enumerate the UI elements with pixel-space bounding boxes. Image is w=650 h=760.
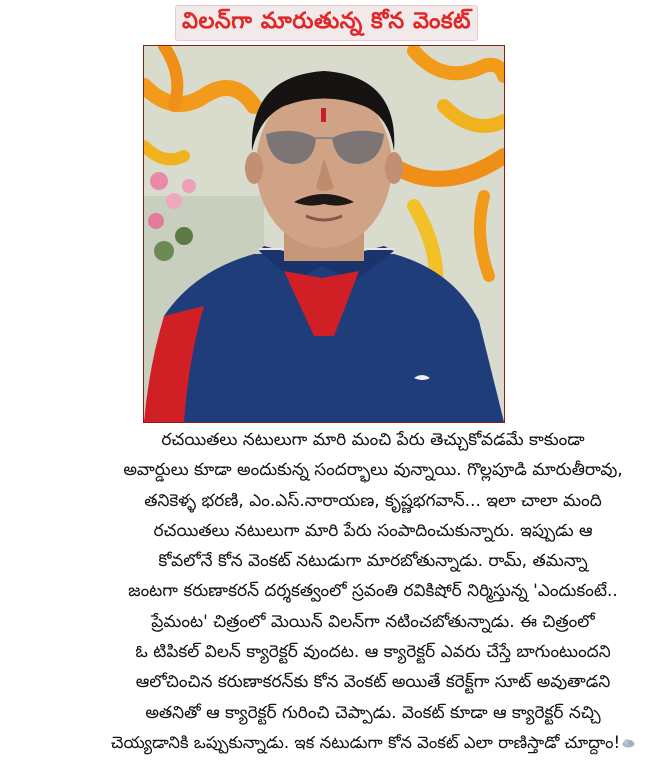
article-line: అవార్డులు కూడా అందుకున్న సందర్భాలు వున్నాయి. గొల్లపూడి మారుతీరావు, [123, 460, 623, 481]
article-photo [143, 45, 505, 423]
article-line: తనికెళ్ళ భరణి, ఎం.ఎస్.నారాయణ, కృష్ణభగవాన్... ఇలా చాలా మంది [144, 490, 602, 511]
article-line: రచయితలు నటులుగా మారి పేరు సంపాదించుకున్నారు. ఇప్పుడు ఆ [153, 520, 593, 541]
article-line: ప్రేమంట' చిత్రంలో మెయిన్ విలన్‌గా నటించబోతున్నాడు. ఈ చిత్రంలో [151, 611, 595, 632]
article-line: అతనితో ఆ క్యారెక్టర్ గురించి చెప్పాడు. వెంకట్ కూడా ఆ క్యారెక్టర్ నచ్చి [145, 702, 601, 723]
article-title-bar [175, 5, 478, 41]
article-line: జంటగా కరుణాకరన్ దర్శకత్వంలో స్రవంతి రవికిషోర్ నిర్మిస్తున్న 'ఎందుకంటే.. [128, 581, 618, 602]
article-line-last-text: చెయ్యడానికి ఒప్పుకున్నాడు. ఇక నటుడుగా కోన వెంకట్ ఎలా రాణిస్తాడో చూద్దాం! [110, 732, 621, 752]
article-line-last [108, 728, 638, 758]
cloud-icon [622, 738, 635, 748]
article-line: ఓ టిపికల్ విలన్ క్యారెక్టర్ వుందట. ఆ క్యారెక్టర్ ఎవరు చేస్తే బాగుంటుందని [135, 642, 611, 663]
article-line: ఆలోచించిన కరుణాకరన్‌కు కోన వెంకట్ అయితే కరెక్ట్‌గా సూట్ అవుతాడని [135, 672, 611, 693]
article-line: రచయితలు నటులుగా మారి మంచి పేరు తెచ్చుకోవడమే కాకుండా [161, 430, 585, 450]
article-line: కోవలోనే కోన వెంకట్ నటుడుగా మారబోతున్నాడు. రామ్, తమన్నా [158, 551, 588, 572]
article-body [108, 425, 638, 758]
article-title: విలన్‌గా మారుతున్న కోన వెంకట్ [181, 7, 471, 34]
